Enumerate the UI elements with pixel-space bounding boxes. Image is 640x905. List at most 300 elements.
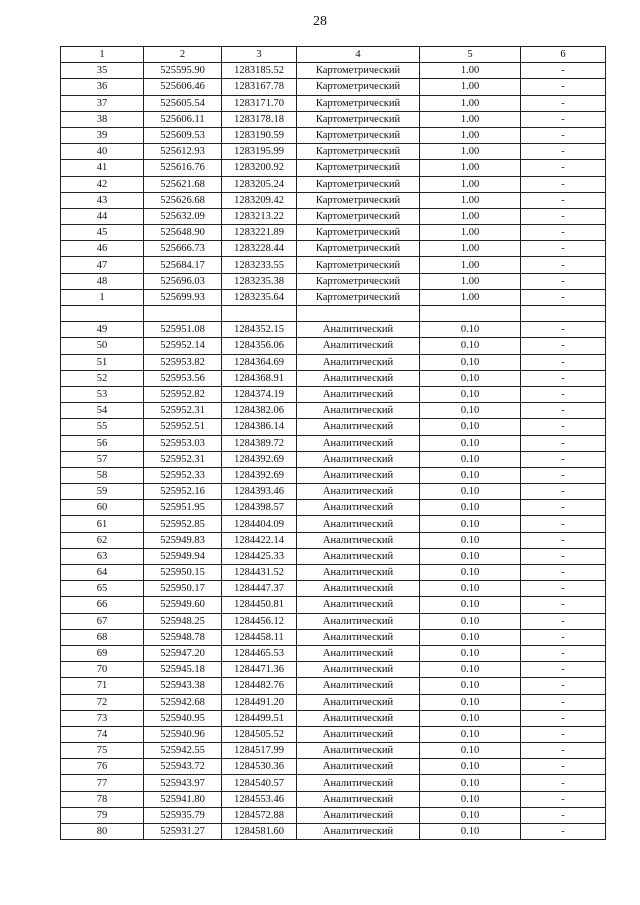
table-cell: - bbox=[521, 338, 606, 354]
table-cell: 525952.14 bbox=[144, 338, 222, 354]
table-cell: - bbox=[521, 403, 606, 419]
table-cell: - bbox=[521, 322, 606, 338]
table-cell: 525948.25 bbox=[144, 613, 222, 629]
table-cell: Картометрический bbox=[297, 192, 420, 208]
table-cell: - bbox=[521, 629, 606, 645]
table-cell: 1284364.69 bbox=[222, 354, 297, 370]
table-cell: 1284581.60 bbox=[222, 824, 297, 840]
table-cell: 77 bbox=[61, 775, 144, 791]
table-cell: 1283213.22 bbox=[222, 208, 297, 224]
table-cell: 525949.83 bbox=[144, 532, 222, 548]
table-cell: 1284499.51 bbox=[222, 710, 297, 726]
table-row bbox=[61, 241, 606, 257]
table-cell: - bbox=[521, 597, 606, 613]
table-cell: 1284356.06 bbox=[222, 338, 297, 354]
table-cell: 1284352.15 bbox=[222, 322, 297, 338]
table-cell: - bbox=[521, 694, 606, 710]
table-cell: 61 bbox=[61, 516, 144, 532]
table-cell: 525621.68 bbox=[144, 176, 222, 192]
table-row bbox=[61, 516, 606, 532]
table-row bbox=[61, 273, 606, 289]
table-cell: 1283228.44 bbox=[222, 241, 297, 257]
table-cell: Аналитический bbox=[297, 759, 420, 775]
table-row bbox=[61, 532, 606, 548]
table-cell: 1284465.53 bbox=[222, 645, 297, 661]
table-cell: 525947.20 bbox=[144, 645, 222, 661]
table-cell: 41 bbox=[61, 160, 144, 176]
table-cell: - bbox=[521, 613, 606, 629]
table-cell: 1283235.64 bbox=[222, 289, 297, 305]
table-cell: 1.00 bbox=[420, 79, 521, 95]
table-cell: Аналитический bbox=[297, 467, 420, 483]
table-cell: 36 bbox=[61, 79, 144, 95]
table-cell: 0.10 bbox=[420, 775, 521, 791]
table-cell: 1.00 bbox=[420, 127, 521, 143]
table-cell: 1284471.36 bbox=[222, 662, 297, 678]
table-cell: 52 bbox=[61, 370, 144, 386]
table-cell: 37 bbox=[61, 95, 144, 111]
table-cell: Аналитический bbox=[297, 791, 420, 807]
table-cell: 1283205.24 bbox=[222, 176, 297, 192]
table-cell: 525605.54 bbox=[144, 95, 222, 111]
table-cell: 525648.90 bbox=[144, 225, 222, 241]
table-cell: 0.10 bbox=[420, 354, 521, 370]
table-row bbox=[61, 759, 606, 775]
table-cell: - bbox=[521, 548, 606, 564]
table-cell: Аналитический bbox=[297, 419, 420, 435]
table-row bbox=[61, 306, 606, 322]
table-cell: - bbox=[521, 532, 606, 548]
table-cell: 1283195.99 bbox=[222, 144, 297, 160]
table-cell: 0.10 bbox=[420, 726, 521, 742]
table-cell: - bbox=[521, 289, 606, 305]
table-cell: 1.00 bbox=[420, 273, 521, 289]
table-cell: 1283209.42 bbox=[222, 192, 297, 208]
table-row bbox=[61, 176, 606, 192]
table-cell: 525606.46 bbox=[144, 79, 222, 95]
table-cell: 525952.33 bbox=[144, 467, 222, 483]
column-header: 3 bbox=[222, 47, 297, 63]
table-cell: 525949.60 bbox=[144, 597, 222, 613]
table-row bbox=[61, 144, 606, 160]
table-cell: 1284458.11 bbox=[222, 629, 297, 645]
table-cell bbox=[144, 306, 222, 322]
table-cell: Картометрический bbox=[297, 225, 420, 241]
table-cell: 1283190.59 bbox=[222, 127, 297, 143]
table-cell: 1283171.70 bbox=[222, 95, 297, 111]
table-row bbox=[61, 662, 606, 678]
table-row bbox=[61, 613, 606, 629]
table-cell: - bbox=[521, 807, 606, 823]
table-row bbox=[61, 743, 606, 759]
table-cell: 525609.53 bbox=[144, 127, 222, 143]
table-row bbox=[61, 548, 606, 564]
table-cell: 64 bbox=[61, 565, 144, 581]
table-cell: 525684.17 bbox=[144, 257, 222, 273]
table-row bbox=[61, 386, 606, 402]
table-cell: Аналитический bbox=[297, 516, 420, 532]
table-cell: 48 bbox=[61, 273, 144, 289]
table-row bbox=[61, 338, 606, 354]
table-cell: 525935.79 bbox=[144, 807, 222, 823]
table-cell: - bbox=[521, 95, 606, 111]
table-cell: 525666.73 bbox=[144, 241, 222, 257]
table-cell: 43 bbox=[61, 192, 144, 208]
table-cell: - bbox=[521, 759, 606, 775]
table-cell: 1.00 bbox=[420, 160, 521, 176]
table-cell: 1284382.06 bbox=[222, 403, 297, 419]
table-cell: 56 bbox=[61, 435, 144, 451]
table-cell: 76 bbox=[61, 759, 144, 775]
table-cell: 58 bbox=[61, 467, 144, 483]
table-cell: 65 bbox=[61, 581, 144, 597]
table-cell: 525942.68 bbox=[144, 694, 222, 710]
table-cell: 525952.85 bbox=[144, 516, 222, 532]
table-cell: Аналитический bbox=[297, 694, 420, 710]
table-cell: 63 bbox=[61, 548, 144, 564]
table-cell: 525943.38 bbox=[144, 678, 222, 694]
table-row bbox=[61, 791, 606, 807]
table-cell: - bbox=[521, 419, 606, 435]
table-cell: - bbox=[521, 710, 606, 726]
table-row bbox=[61, 597, 606, 613]
column-header: 2 bbox=[144, 47, 222, 63]
table-cell: Картометрический bbox=[297, 273, 420, 289]
table-cell: Аналитический bbox=[297, 662, 420, 678]
table-cell: 1284517.99 bbox=[222, 743, 297, 759]
table-cell: 53 bbox=[61, 386, 144, 402]
table-cell: 73 bbox=[61, 710, 144, 726]
table-cell: 525950.15 bbox=[144, 565, 222, 581]
table-cell: 525612.93 bbox=[144, 144, 222, 160]
table-row bbox=[61, 192, 606, 208]
table-cell: 1.00 bbox=[420, 208, 521, 224]
table-cell: - bbox=[521, 63, 606, 79]
table-cell: 1284540.57 bbox=[222, 775, 297, 791]
table-row bbox=[61, 484, 606, 500]
table-cell: 1284393.46 bbox=[222, 484, 297, 500]
table-row bbox=[61, 370, 606, 386]
table-cell: 51 bbox=[61, 354, 144, 370]
table-cell: - bbox=[521, 662, 606, 678]
table-cell: 0.10 bbox=[420, 759, 521, 775]
table-cell: Аналитический bbox=[297, 338, 420, 354]
table-cell: 1284392.69 bbox=[222, 451, 297, 467]
table-cell: - bbox=[521, 645, 606, 661]
table-cell: - bbox=[521, 257, 606, 273]
table-cell: 525942.55 bbox=[144, 743, 222, 759]
table-cell: - bbox=[521, 775, 606, 791]
table-cell: - bbox=[521, 225, 606, 241]
table-cell: - bbox=[521, 435, 606, 451]
table-cell: 0.10 bbox=[420, 467, 521, 483]
table-cell: 0.10 bbox=[420, 807, 521, 823]
table-row bbox=[61, 775, 606, 791]
table-cell: 1.00 bbox=[420, 192, 521, 208]
table-cell: 0.10 bbox=[420, 516, 521, 532]
table-cell: 69 bbox=[61, 645, 144, 661]
table-cell: Аналитический bbox=[297, 775, 420, 791]
table-cell: Картометрический bbox=[297, 127, 420, 143]
table-cell: 1284456.12 bbox=[222, 613, 297, 629]
table-cell: 1284392.69 bbox=[222, 467, 297, 483]
table-cell: 1.00 bbox=[420, 63, 521, 79]
table-cell: Аналитический bbox=[297, 354, 420, 370]
table-row bbox=[61, 565, 606, 581]
table-cell: 1283233.55 bbox=[222, 257, 297, 273]
table-cell: 1284482.76 bbox=[222, 678, 297, 694]
table-cell: 0.10 bbox=[420, 565, 521, 581]
table-cell: 0.10 bbox=[420, 403, 521, 419]
table-cell: Картометрический bbox=[297, 241, 420, 257]
table-cell: 1.00 bbox=[420, 225, 521, 241]
table-cell: 525952.31 bbox=[144, 403, 222, 419]
table-cell: 1284447.37 bbox=[222, 581, 297, 597]
table-cell: 1284431.52 bbox=[222, 565, 297, 581]
table-cell: 75 bbox=[61, 743, 144, 759]
table-row bbox=[61, 710, 606, 726]
table-cell: 1284404.09 bbox=[222, 516, 297, 532]
table-cell: Аналитический bbox=[297, 565, 420, 581]
table-row bbox=[61, 451, 606, 467]
table-cell: 80 bbox=[61, 824, 144, 840]
table-cell: 525931.27 bbox=[144, 824, 222, 840]
table-cell: 55 bbox=[61, 419, 144, 435]
table-cell: 1284572.88 bbox=[222, 807, 297, 823]
table-cell: 0.10 bbox=[420, 629, 521, 645]
table-cell: - bbox=[521, 354, 606, 370]
table-cell: 70 bbox=[61, 662, 144, 678]
table-cell: - bbox=[521, 241, 606, 257]
table-cell: 525951.95 bbox=[144, 500, 222, 516]
table-cell: 0.10 bbox=[420, 322, 521, 338]
table-cell: Аналитический bbox=[297, 322, 420, 338]
table-cell: 0.10 bbox=[420, 532, 521, 548]
table-row bbox=[61, 289, 606, 305]
table-cell: 525626.68 bbox=[144, 192, 222, 208]
table-cell: - bbox=[521, 273, 606, 289]
table-cell: Аналитический bbox=[297, 370, 420, 386]
table-cell: 0.10 bbox=[420, 370, 521, 386]
table-row bbox=[61, 95, 606, 111]
table-cell: Картометрический bbox=[297, 95, 420, 111]
table-cell: 525950.17 bbox=[144, 581, 222, 597]
table-cell: 0.10 bbox=[420, 484, 521, 500]
table-cell: Аналитический bbox=[297, 824, 420, 840]
table-cell: 60 bbox=[61, 500, 144, 516]
table-cell: 1.00 bbox=[420, 241, 521, 257]
table-cell: 54 bbox=[61, 403, 144, 419]
table-cell: 1284530.36 bbox=[222, 759, 297, 775]
table-cell: Картометрический bbox=[297, 160, 420, 176]
table-cell: 525953.82 bbox=[144, 354, 222, 370]
table-cell: 1284425.33 bbox=[222, 548, 297, 564]
column-header: 5 bbox=[420, 47, 521, 63]
table-row bbox=[61, 807, 606, 823]
table-cell: Картометрический bbox=[297, 144, 420, 160]
table-cell: 1283200.92 bbox=[222, 160, 297, 176]
table-cell: - bbox=[521, 500, 606, 516]
table-row bbox=[61, 257, 606, 273]
table-cell: 525616.76 bbox=[144, 160, 222, 176]
table-cell: Аналитический bbox=[297, 386, 420, 402]
table-cell: - bbox=[521, 127, 606, 143]
table-cell: 62 bbox=[61, 532, 144, 548]
table-cell: 49 bbox=[61, 322, 144, 338]
table-cell: 525696.03 bbox=[144, 273, 222, 289]
table-cell: 525953.03 bbox=[144, 435, 222, 451]
table-cell: 0.10 bbox=[420, 581, 521, 597]
table-cell: 50 bbox=[61, 338, 144, 354]
table-cell: 1.00 bbox=[420, 144, 521, 160]
table-cell: - bbox=[521, 386, 606, 402]
table-cell: 1284450.81 bbox=[222, 597, 297, 613]
table-cell bbox=[61, 306, 144, 322]
table-row bbox=[61, 645, 606, 661]
column-header: 6 bbox=[521, 47, 606, 63]
table-cell: 0.10 bbox=[420, 662, 521, 678]
table-cell: 46 bbox=[61, 241, 144, 257]
table-row bbox=[61, 694, 606, 710]
table-cell: 525941.80 bbox=[144, 791, 222, 807]
table-header-row bbox=[61, 47, 606, 63]
table-cell: 0.10 bbox=[420, 613, 521, 629]
table-cell: 0.10 bbox=[420, 824, 521, 840]
table-cell: Аналитический bbox=[297, 678, 420, 694]
table-cell: 1.00 bbox=[420, 111, 521, 127]
table-cell bbox=[420, 306, 521, 322]
table-cell: - bbox=[521, 208, 606, 224]
table-row bbox=[61, 208, 606, 224]
table-cell: Аналитический bbox=[297, 435, 420, 451]
table-cell: - bbox=[521, 451, 606, 467]
table-cell: 1.00 bbox=[420, 289, 521, 305]
table-cell: 0.10 bbox=[420, 419, 521, 435]
table-cell: 525632.09 bbox=[144, 208, 222, 224]
table-cell: - bbox=[521, 678, 606, 694]
table-cell: 525943.97 bbox=[144, 775, 222, 791]
table-cell: 525595.90 bbox=[144, 63, 222, 79]
table-row bbox=[61, 403, 606, 419]
table-cell: 1284389.72 bbox=[222, 435, 297, 451]
table-cell: 1283185.52 bbox=[222, 63, 297, 79]
table-cell: 45 bbox=[61, 225, 144, 241]
table-cell: - bbox=[521, 516, 606, 532]
table-cell: 0.10 bbox=[420, 743, 521, 759]
table-cell: Аналитический bbox=[297, 710, 420, 726]
table-cell: 525953.56 bbox=[144, 370, 222, 386]
table-cell: 1284553.46 bbox=[222, 791, 297, 807]
page-number: 28 bbox=[313, 14, 327, 29]
table-cell: 1283235.38 bbox=[222, 273, 297, 289]
table-cell: Аналитический bbox=[297, 743, 420, 759]
table-cell: Картометрический bbox=[297, 289, 420, 305]
table-cell: - bbox=[521, 743, 606, 759]
table-cell: 35 bbox=[61, 63, 144, 79]
table-cell: 1283221.89 bbox=[222, 225, 297, 241]
table-cell: 0.10 bbox=[420, 435, 521, 451]
table-cell: - bbox=[521, 484, 606, 500]
table-cell: 1283178.18 bbox=[222, 111, 297, 127]
table-cell: Картометрический bbox=[297, 257, 420, 273]
table-cell: Аналитический bbox=[297, 613, 420, 629]
table-row bbox=[61, 581, 606, 597]
table-cell: 38 bbox=[61, 111, 144, 127]
table-cell: 525940.96 bbox=[144, 726, 222, 742]
table-cell: 68 bbox=[61, 629, 144, 645]
table-cell: 1284422.14 bbox=[222, 532, 297, 548]
table-cell: 1.00 bbox=[420, 95, 521, 111]
table-cell: 74 bbox=[61, 726, 144, 742]
table-cell: 525951.08 bbox=[144, 322, 222, 338]
table-row bbox=[61, 63, 606, 79]
table-cell: 0.10 bbox=[420, 710, 521, 726]
table-cell: Аналитический bbox=[297, 597, 420, 613]
table-cell: 0.10 bbox=[420, 678, 521, 694]
table-row bbox=[61, 160, 606, 176]
table-cell: 1 bbox=[61, 289, 144, 305]
table-cell: 525943.72 bbox=[144, 759, 222, 775]
table-row bbox=[61, 678, 606, 694]
table-row bbox=[61, 322, 606, 338]
table-cell: 525952.82 bbox=[144, 386, 222, 402]
table-cell: Картометрический bbox=[297, 79, 420, 95]
table-cell: 0.10 bbox=[420, 386, 521, 402]
table-row bbox=[61, 467, 606, 483]
table-cell: - bbox=[521, 160, 606, 176]
table-cell: - bbox=[521, 581, 606, 597]
table-row bbox=[61, 435, 606, 451]
table-cell: 525606.11 bbox=[144, 111, 222, 127]
table-cell: 1284368.91 bbox=[222, 370, 297, 386]
table-row bbox=[61, 127, 606, 143]
table-cell: 66 bbox=[61, 597, 144, 613]
table-cell: - bbox=[521, 824, 606, 840]
table-cell: 0.10 bbox=[420, 500, 521, 516]
table-cell: 71 bbox=[61, 678, 144, 694]
table-cell: Аналитический bbox=[297, 629, 420, 645]
table-cell: Аналитический bbox=[297, 645, 420, 661]
table-cell: Аналитический bbox=[297, 500, 420, 516]
table-cell: 525940.95 bbox=[144, 710, 222, 726]
table-row bbox=[61, 225, 606, 241]
table-cell: 1283167.78 bbox=[222, 79, 297, 95]
table-cell: - bbox=[521, 79, 606, 95]
table-cell: - bbox=[521, 176, 606, 192]
table-row bbox=[61, 419, 606, 435]
table-cell: 0.10 bbox=[420, 548, 521, 564]
table-cell: 1.00 bbox=[420, 176, 521, 192]
table-cell: 39 bbox=[61, 127, 144, 143]
table-row bbox=[61, 354, 606, 370]
table-cell: 525945.18 bbox=[144, 662, 222, 678]
table-cell: 44 bbox=[61, 208, 144, 224]
table-cell: 525948.78 bbox=[144, 629, 222, 645]
table-cell: 78 bbox=[61, 791, 144, 807]
column-header: 4 bbox=[297, 47, 420, 63]
column-header: 1 bbox=[61, 47, 144, 63]
table-cell: Аналитический bbox=[297, 451, 420, 467]
table-cell: 79 bbox=[61, 807, 144, 823]
table-cell: 40 bbox=[61, 144, 144, 160]
table-row bbox=[61, 500, 606, 516]
table-cell: 47 bbox=[61, 257, 144, 273]
table-cell: Аналитический bbox=[297, 532, 420, 548]
table-cell: Картометрический bbox=[297, 111, 420, 127]
table-cell: 1284505.52 bbox=[222, 726, 297, 742]
table-cell: Аналитический bbox=[297, 484, 420, 500]
table-row bbox=[61, 824, 606, 840]
